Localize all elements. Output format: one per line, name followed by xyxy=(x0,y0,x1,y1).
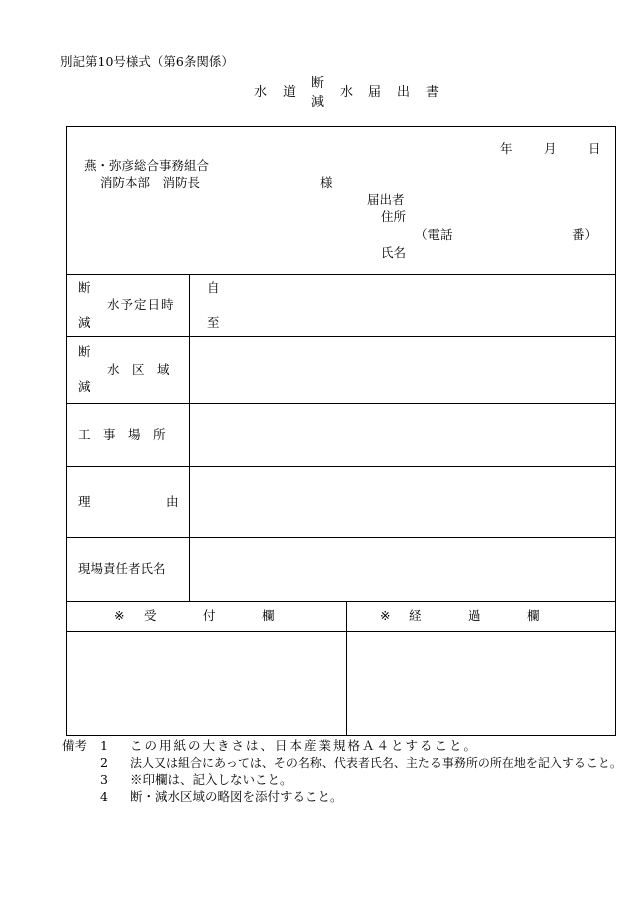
area-label-top: 断 xyxy=(78,344,91,359)
title-char: 道 xyxy=(283,85,297,100)
schedule-label-top: 断 xyxy=(78,280,91,295)
reception-char: 欄 xyxy=(262,608,275,623)
title-char: 水 xyxy=(340,85,354,100)
title-char: 書 xyxy=(426,85,440,100)
title-char: 出 xyxy=(397,85,411,100)
row-divider xyxy=(66,403,615,404)
note-number: 1 xyxy=(100,738,108,753)
area-label: 水 区 域 xyxy=(107,362,170,377)
date-month-label: 月 xyxy=(544,141,557,156)
row-divider xyxy=(66,466,615,467)
note-text: 法人又は組合にあっては、その名称、代表者氏名、主たる事務所の所在地を記入すること。 xyxy=(130,756,622,770)
schedule-label: 水予定日時 xyxy=(107,297,175,312)
reason-label-char: 理 xyxy=(78,494,91,509)
reception-char: 付 xyxy=(203,608,216,623)
schedule-label-bottom: 減 xyxy=(78,315,91,330)
date-day-label: 日 xyxy=(588,141,601,156)
note-text: この用紙の大きさは、日本産業規格Ａ４とすること。 xyxy=(130,738,479,753)
reception-mark: ※ xyxy=(114,608,125,623)
note-number: 3 xyxy=(100,772,108,787)
row-divider xyxy=(66,631,615,632)
area-label-bottom: 減 xyxy=(78,379,91,394)
reason-label-char: 由 xyxy=(166,494,179,509)
title-stack-top: 断 xyxy=(311,76,325,91)
phone-close-label: 番） xyxy=(572,227,598,242)
label-column-divider xyxy=(189,274,190,602)
note-number: 4 xyxy=(100,789,108,804)
form-label: 別記第10号様式（第6条関係） xyxy=(60,54,234,69)
phone-open-label: （電話 xyxy=(415,227,453,242)
note-text: ※印欄は、記入しないこと。 xyxy=(130,772,293,787)
schedule-from-label: 自 xyxy=(207,280,220,295)
reception-char: 受 xyxy=(144,608,157,623)
address-label: 住所 xyxy=(381,209,407,224)
progress-char: 経 xyxy=(409,608,422,623)
name-label: 氏名 xyxy=(381,245,407,260)
row-divider xyxy=(66,274,615,275)
title-char: 水 xyxy=(254,85,268,100)
site-manager-label: 現場責任者氏名 xyxy=(78,561,166,576)
schedule-to-label: 至 xyxy=(207,315,220,330)
row-divider xyxy=(66,601,615,602)
bottom-column-divider xyxy=(346,601,347,735)
applicant-label: 届出者 xyxy=(367,192,405,207)
title-stack-bottom: 減 xyxy=(311,95,325,110)
date-year-label: 年 xyxy=(500,141,513,156)
progress-char: 過 xyxy=(468,608,481,623)
construction-site-label: 工 事 場 所 xyxy=(78,427,166,442)
progress-char: 欄 xyxy=(527,608,540,623)
addressee-title: 消防本部 消防長 xyxy=(100,175,201,190)
notes-label: 備考 xyxy=(62,738,88,753)
honorific-sama: 様 xyxy=(320,175,333,190)
progress-mark: ※ xyxy=(380,608,391,623)
addressee-organization: 燕・弥彦総合事務組合 xyxy=(84,158,210,173)
note-text: 断・減水区域の略図を添付すること。 xyxy=(130,789,343,804)
row-divider xyxy=(66,336,615,337)
title-char: 届 xyxy=(368,85,382,100)
note-number: 2 xyxy=(100,755,108,770)
row-divider xyxy=(66,537,615,538)
